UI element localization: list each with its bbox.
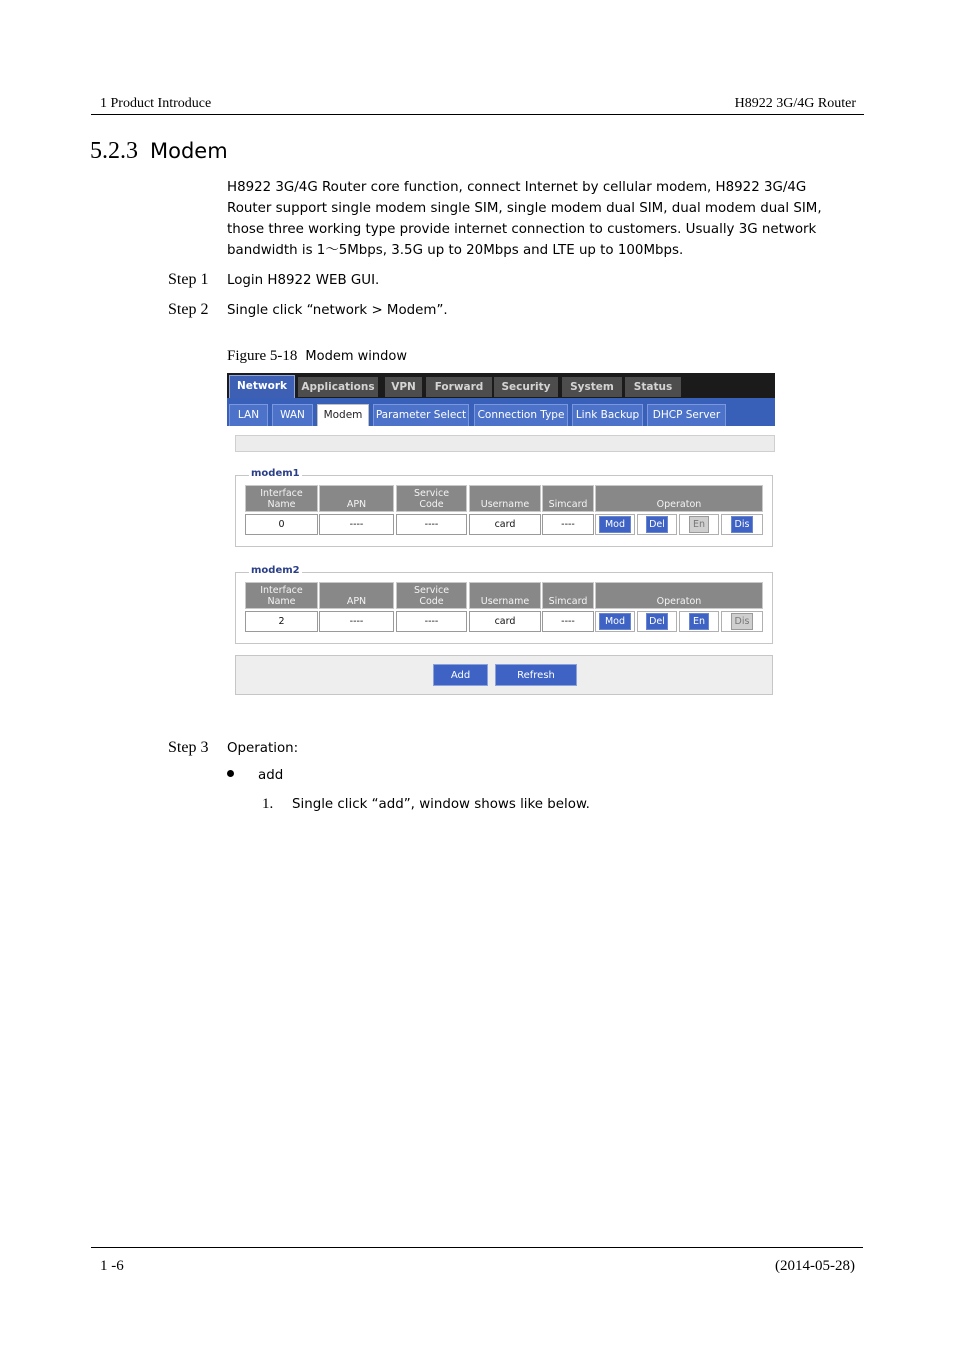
tab-forward[interactable]: Forward [426,377,492,397]
col-operation: Operaton [595,582,763,609]
section-number: 5.2.3 [90,138,138,164]
step-3-label: Step 3 [168,739,209,756]
modem1-en-button[interactable]: En [689,516,709,533]
toolbar-strip [235,435,775,452]
step-1-label: Step 1 [168,271,209,288]
sub-nav [227,398,775,426]
modem2-apn: ---- [319,611,394,632]
modem1-panel [235,468,773,547]
col-service-code: Service Code [396,582,467,609]
footer-date: (2014-05-28) [775,1258,855,1274]
subtab-wan[interactable]: WAN [272,404,313,426]
header-product: H8922 3G/4G Router [734,96,856,111]
subtab-lan[interactable]: LAN [229,404,268,426]
subtab-connection-type[interactable]: Connection Type [474,404,568,426]
tab-vpn[interactable]: VPN [385,377,422,397]
modem1-del-button[interactable]: Del [646,516,668,533]
footer-rule [91,1247,863,1248]
step-1 [168,271,379,289]
step-1-text: Login H8922 WEB GUI. [227,273,380,288]
modem1-dis-button[interactable]: Dis [731,516,753,533]
footer-page-number: 1 -6 [100,1258,124,1274]
figure-label: Figure 5-18 [227,348,298,364]
col-simcard: Simcard [542,582,594,609]
modem2-username: card [469,611,541,632]
top-nav [227,373,775,398]
bullet-text: add [258,768,284,783]
substep-number: 1. [262,796,274,812]
modem2-dis-button[interactable]: Dis [731,613,753,630]
header-rule [91,114,864,115]
tab-applications[interactable]: Applications [298,377,378,397]
substep-1 [262,795,590,813]
col-interface-name: Interface Name [245,582,318,609]
subtab-link-backup[interactable]: Link Backup [572,404,643,426]
tab-network[interactable]: Network [229,375,295,399]
step-2-text: Single click “network > Modem”. [227,303,448,318]
modem1-apn: ---- [319,514,394,535]
col-apn: APN [319,582,394,609]
col-simcard: Simcard [542,485,594,512]
col-username: Username [469,485,541,512]
section-title: Modem [150,139,228,163]
header-chapter: 1 Product Introduce [100,96,212,111]
modem2-mod-button[interactable]: Mod [599,613,631,630]
step-3-text: Operation: [227,741,299,756]
step-2-label: Step 2 [168,301,209,318]
tab-system[interactable]: System [562,377,622,397]
modem-window-screenshot [227,373,775,698]
modem1-mod-button[interactable]: Mod [599,516,631,533]
col-service-code: Service Code [396,485,467,512]
modem1-username: card [469,514,541,535]
action-bar [235,655,773,695]
modem2-legend: modem2 [251,565,300,576]
step-2 [168,301,448,319]
figure-caption-text: Modem window [305,349,407,364]
modem1-service-code: ---- [396,514,467,535]
col-username: Username [469,582,541,609]
subtab-parameter-select[interactable]: Parameter Select [373,404,469,426]
figure-caption [227,347,407,365]
bullet-item [227,768,283,783]
modem1-simcard: ---- [542,514,594,535]
modem1-legend: modem1 [251,468,300,479]
modem2-en-button[interactable]: En [689,613,709,630]
subtab-dhcp-server[interactable]: DHCP Server [647,404,726,426]
tab-security[interactable]: Security [494,377,558,397]
modem2-del-button[interactable]: Del [646,613,668,630]
substep-text: Single click “add”, window shows like below. [292,797,590,812]
modem1-interface: 0 [245,514,318,535]
modem2-simcard: ---- [542,611,594,632]
subtab-modem[interactable]: Modem [317,404,369,426]
step-3 [168,739,298,757]
bullet-dot-icon [227,770,234,777]
tab-status[interactable]: Status [625,377,681,397]
modem2-interface: 2 [245,611,318,632]
refresh-button[interactable]: Refresh [495,664,577,686]
col-apn: APN [319,485,394,512]
modem2-panel [235,565,773,644]
intro-paragraph: H8922 3G/4G Router core function, connect Internet by cellular modem, H8922 3G/4G Router support single modem single SIM, single modem dual SIM, dual modem dual SIM, those three working type provide internet connection to customers. Usually 3G network bandwidth is 1～5Mbps, 3.5G up to 20Mbps and LTE up to 100Mbps. [227,180,822,258]
col-operation: Operaton [595,485,763,512]
section-heading [90,138,228,165]
add-button[interactable]: Add [433,664,488,686]
col-interface-name: Interface Name [245,485,318,512]
modem2-service-code: ---- [396,611,467,632]
